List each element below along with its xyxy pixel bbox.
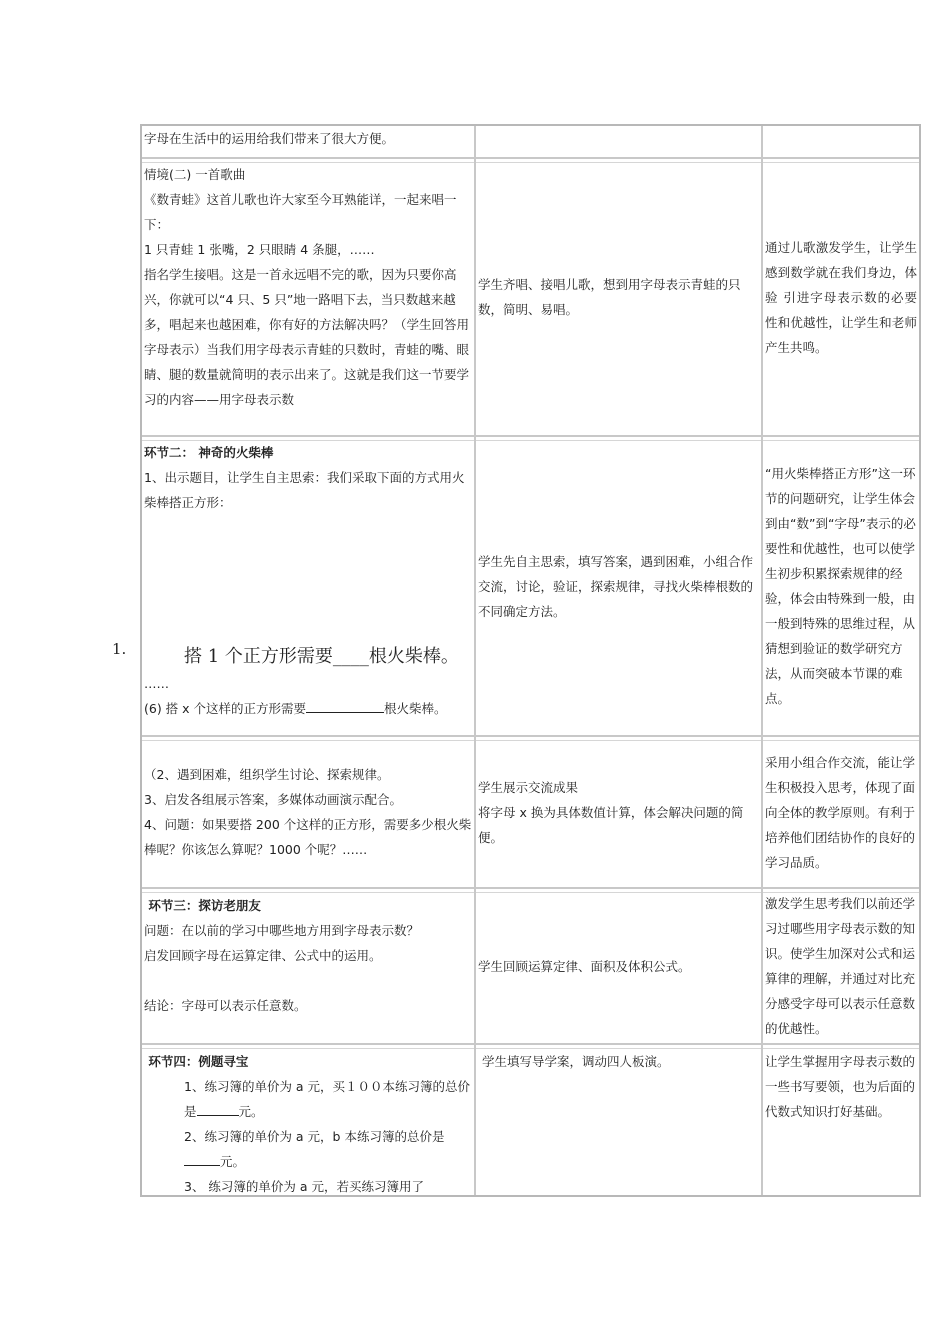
cell-text: 3、启发各组展示答案，多媒体动画演示配合。 — [144, 792, 402, 807]
cell-text: 字母在生活中的运用给我们带来了很大方便。 — [144, 131, 395, 146]
cell-text: 1、出示题目，让学生自主思索：我们采取下面的方式用火柴棒搭正方形： — [144, 470, 465, 510]
cell-text: 问题：在以前的学习中哪些地方用到字母表示数？ — [144, 923, 420, 938]
question-text: 1、练习簿的单价为 a 元，买１００本练习簿的总价是 — [184, 1079, 471, 1119]
design-intent-cell — [761, 737, 919, 887]
student-activity-cell — [474, 1045, 761, 1195]
cell-text: 结论：字母可以表示任意数。 — [144, 998, 307, 1013]
student-activity-cell — [474, 437, 761, 735]
teacher-activity-cell — [142, 889, 474, 1043]
question-text: 2、练习簿的单价为 a 元，b 本练习簿的总价是 — [184, 1129, 445, 1144]
cell-text: 启发回顾字母在运算定律、公式中的运用。 — [144, 948, 382, 963]
cell-text: 《数青蛙》这首儿歌也许大家至今耳熟能详，一起来唱一下： — [144, 192, 457, 232]
answer-blank — [197, 1101, 239, 1116]
teacher-activity-cell — [142, 159, 474, 435]
cell-text: “用火柴棒搭正方形”这一环节的问题研究，让学生体会到由“数”到“字母”表示的必要性和优越性，也可以使学生初步积累探索规律的经验，体会由特殊到一般，由一般到特殊的思维过程，从猜想到验证的数学研究方法，从而突破本节课的难点。 — [765, 466, 916, 706]
cell-text: 学生填写导学案，调动四人板演。 — [478, 1054, 670, 1069]
teacher-activity-cell — [142, 737, 474, 887]
cell-text: 采用小组合作交流，能让学生积极投入思考，体现了面向全体的教学原则。有利于培养他们团结协作的良好的学习品质。 — [765, 754, 916, 870]
design-intent-cell — [761, 126, 919, 157]
question-text: 根火柴棒。 — [384, 701, 447, 716]
design-intent-cell — [761, 159, 919, 435]
answer-blank — [184, 1151, 220, 1166]
cell-text: 让学生掌握用字母表示数的一些书写要领，也为后面的代数式知识打好基础。 — [765, 1054, 916, 1119]
cell-text: 激发学生思考我们以前还学习过哪些用字母表示数的知识。使学生加深对公式和运算律的理解，并通过对比充分感受字母可以表示任意数的优越性。 — [765, 896, 916, 1036]
table-row — [142, 735, 919, 887]
student-activity-cell — [474, 737, 761, 887]
teacher-activity-cell — [142, 126, 474, 157]
table-row — [142, 126, 919, 157]
table-row — [142, 1043, 919, 1195]
question-text: 搭 1 个正方形需要____根火柴棒。 — [184, 646, 459, 667]
cell-text: 学生齐唱、接唱儿歌，想到用字母表示青蛙的只数，简明、易唱。 — [478, 277, 741, 317]
cell-text: 指名学生接唱。这是一首永远唱不完的歌，因为只要你高兴，你就可以“4 只、5 只”地一路唱下去，当只数越来越多，唱起来也越困难，你有好的方法解决吗？（学生回答用字母表示）当我们用字母表示青蛙的只数时，青蛙的嘴、眼睛、腿的数量就简明的表示出来了。这就是我们这一节要学习的内容——用字母表示数 — [144, 267, 470, 407]
cell-text: （2、遇到困难，组织学生讨论、探索规律。 — [144, 767, 390, 782]
teacher-activity-cell — [142, 1045, 474, 1195]
section-heading: 环节四：例题寻宝 — [144, 1054, 249, 1069]
table-row — [142, 887, 919, 1043]
design-intent-cell — [761, 889, 919, 1043]
question-text: (6) 搭 x 个这样的正方形需要 — [144, 701, 307, 716]
ellipsis-text: …… — [144, 676, 169, 691]
student-activity-cell — [474, 126, 761, 157]
question-text: 元。 — [220, 1154, 246, 1169]
cell-text: 学生展示交流成果 — [478, 779, 579, 795]
design-intent-cell — [761, 437, 919, 735]
student-activity-cell — [474, 159, 761, 435]
cell-text: 1 只青蛙 1 张嘴，2 只眼睛 4 条腿，…… — [144, 242, 375, 257]
student-activity-cell — [474, 889, 761, 1043]
cell-text: 学生先自主思索，填写答案，遇到困难，小组合作交流，讨论，验证，探索规律，寻找火柴棒根数的不同确定方法。 — [478, 553, 754, 619]
question-text: 3、 练习簿的单价为 a 元，若买练习簿用了 — [184, 1179, 425, 1194]
cell-text: 学生回顾运算定律、面积及体积公式。 — [478, 958, 691, 974]
design-intent-cell — [761, 1045, 919, 1195]
section-heading: 环节三：探访老朋友 — [144, 898, 261, 913]
teacher-activity-cell — [142, 437, 474, 735]
table-row — [142, 157, 919, 435]
cell-text: 将字母 x 换为具体数值计算，体会解决问题的简便。 — [478, 804, 744, 845]
answer-blank — [306, 698, 384, 713]
cell-text: 通过儿歌激发学生，让学生感到数学就在我们身边，体验 引进字母表示数的必要性和优越性，让学生和老师产生共鸣。 — [765, 239, 917, 355]
list-number: 1. — [112, 640, 127, 658]
question-text: 元。 — [238, 1104, 264, 1119]
table-row — [142, 435, 919, 735]
section-heading: 环节二： 神奇的火柴棒 — [144, 445, 274, 460]
lesson-plan-table — [140, 124, 921, 1197]
cell-text: 4、问题：如果要搭 200 个这样的正方形，需要多少根火柴棒呢？你该怎么算呢？1000 个呢？…… — [144, 817, 472, 857]
cell-text: 情境(二) 一首歌曲 — [144, 167, 246, 182]
